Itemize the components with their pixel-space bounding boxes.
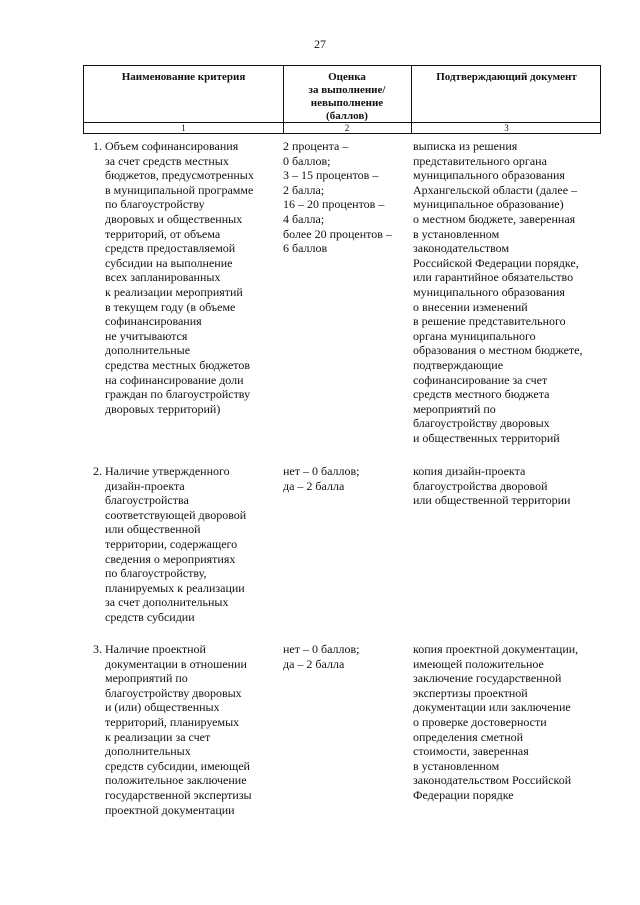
column-number-row <box>83 122 601 134</box>
text-line: государственной экспертизы <box>93 787 252 802</box>
text-line: в муниципальной программе <box>93 182 254 197</box>
text-line: бюджетов, предусмотренных <box>93 168 254 183</box>
text-line: муниципального образования <box>413 284 565 299</box>
column-number: 2 <box>344 123 350 133</box>
text-line: 3 – 15 процентов – <box>283 168 379 183</box>
text-line: софинансирования <box>93 314 202 329</box>
row-1-document <box>413 139 582 445</box>
text-line: дворовых территорий) <box>93 401 221 416</box>
text-line: о проверке достоверности <box>413 714 547 729</box>
text-line: дополнительные <box>93 343 191 358</box>
text-line: и общественных территорий <box>413 430 560 445</box>
text-line: или общественной <box>93 522 201 537</box>
text-line: 2 балла; <box>283 182 325 197</box>
text-line: о внесении изменений <box>413 299 528 314</box>
text-line: документации в отношении <box>93 656 247 671</box>
text-line: Российской Федерации порядке, <box>413 255 579 270</box>
text-line: законодательством Российской <box>413 773 572 788</box>
row-3-score <box>283 642 360 671</box>
text-line: положительное заключение <box>93 773 247 788</box>
text-line: нет – 0 баллов; <box>283 642 360 656</box>
text-line: стоимости, заверенная <box>413 744 529 759</box>
text-line: дизайн-проекта <box>93 478 185 493</box>
text-line: образования о местном бюджете, <box>413 343 583 358</box>
text-line: (баллов) <box>326 110 368 122</box>
row-1-criterion <box>93 139 254 416</box>
text-line: территорий, планируемых <box>93 714 240 729</box>
text-line: более 20 процентов – <box>283 226 392 241</box>
text-line: 3. Наличие проектной <box>93 642 206 656</box>
text-line: к реализации мероприятий <box>93 284 243 299</box>
text-line: муниципальное образование) <box>413 197 564 212</box>
row-2-score <box>283 464 360 493</box>
text-line: Федерации порядке <box>413 787 514 802</box>
text-line: средств субсидии, имеющей <box>93 758 250 773</box>
text-line: подтверждающие <box>413 357 504 372</box>
text-line: 16 – 20 процентов – <box>283 197 385 212</box>
text-line: копия дизайн-проекта <box>413 464 526 478</box>
text-line: благоустройства дворовой <box>413 478 548 493</box>
row-3-document <box>413 642 578 803</box>
text-line: 2 процента – <box>283 139 349 153</box>
text-line: сведения о мероприятиях <box>93 551 236 566</box>
text-line: представительного органа <box>413 153 547 168</box>
text-line: документации или заключение <box>413 700 571 715</box>
text-line: 2. Наличие утвержденного <box>93 464 230 478</box>
text-line: дворовых и общественных <box>93 211 243 226</box>
header-score <box>283 71 411 123</box>
text-line: соответствующей дворовой <box>93 507 247 522</box>
text-line: копия проектной документации, <box>413 642 579 656</box>
text-line: за счет дополнительных <box>93 595 229 610</box>
text-line: территорий, от объема <box>93 226 221 241</box>
text-line: благоустройства <box>93 493 189 508</box>
text-line: Оценка <box>328 71 366 83</box>
text-line: органа муниципального <box>413 328 536 343</box>
text-line: территории, содержащего <box>93 536 238 551</box>
row-2-criterion <box>93 464 246 625</box>
text-line: всех запланированных <box>93 270 221 285</box>
text-line: Архангельской области (далее – <box>413 182 578 197</box>
row-1-score <box>283 139 392 256</box>
header-confirming-document <box>411 71 602 84</box>
text-line: за счет средств местных <box>93 153 229 168</box>
text-line: в установленном <box>413 758 500 773</box>
text-line: не учитываются <box>93 328 188 343</box>
page-number: 27 <box>314 37 326 51</box>
text-line: 4 балла; <box>283 211 325 226</box>
text-line: невыполнение <box>310 97 384 109</box>
column-number: 3 <box>504 123 509 133</box>
text-line: мероприятий по <box>93 671 188 686</box>
text-line: выписка из решения <box>413 139 518 153</box>
text-line: Наименование критерия <box>121 71 246 83</box>
column-number: 1 <box>181 123 186 133</box>
text-line: проектной документации <box>93 802 235 817</box>
text-line: дополнительных <box>93 744 191 759</box>
text-line: на софинансирование доли <box>93 372 244 387</box>
text-line: определения сметной <box>413 729 524 744</box>
text-line: и (или) общественных <box>93 700 220 715</box>
text-line: законодательством <box>413 241 510 256</box>
text-line: средств предоставляемой <box>93 241 236 256</box>
text-line: 0 баллов; <box>283 153 331 168</box>
text-line: в текущем году (в объеме <box>93 299 236 314</box>
text-line: в решение представительного <box>413 314 566 329</box>
text-line: мероприятий по <box>413 401 496 416</box>
text-line: средств субсидии <box>93 609 195 624</box>
text-line: благоустройству дворовых <box>413 416 550 431</box>
text-line: по благоустройству, <box>93 566 207 581</box>
text-line: планируемых к реализации <box>93 580 245 595</box>
text-line: да – 2 балла <box>283 656 345 671</box>
text-line: да – 2 балла <box>283 478 345 493</box>
text-line: заключение государственной <box>413 671 562 686</box>
text-line: о местном бюджете, заверенная <box>413 211 576 226</box>
table-header <box>83 65 601 123</box>
text-line: к реализации за счет <box>93 729 211 744</box>
text-line: средств местного бюджета <box>413 387 550 402</box>
text-line: имеющей положительное <box>413 656 544 671</box>
row-3-criterion <box>93 642 252 817</box>
text-line: в установленном <box>413 226 500 241</box>
row-2-document <box>413 464 570 508</box>
text-line: софинансирование за счет <box>413 372 548 387</box>
text-line: за выполнение/ <box>308 84 386 96</box>
text-line: граждан по благоустройству <box>93 387 251 402</box>
header-criterion-name <box>84 71 283 84</box>
text-line: Подтверждающий документ <box>436 71 577 83</box>
text-line: 1. Объем софинансирования <box>93 139 239 153</box>
text-line: или общественной территории <box>413 493 571 508</box>
text-line: муниципального образования <box>413 168 565 183</box>
text-line: благоустройству дворовых <box>93 685 242 700</box>
text-line: нет – 0 баллов; <box>283 464 360 478</box>
text-line: 6 баллов <box>283 241 328 256</box>
text-line: средства местных бюджетов <box>93 357 251 372</box>
text-line: субсидии на выполнение <box>93 255 233 270</box>
text-line: или гарантийное обязательство <box>413 270 574 285</box>
text-line: по благоустройству <box>93 197 205 212</box>
text-line: экспертизы проектной <box>413 685 528 700</box>
